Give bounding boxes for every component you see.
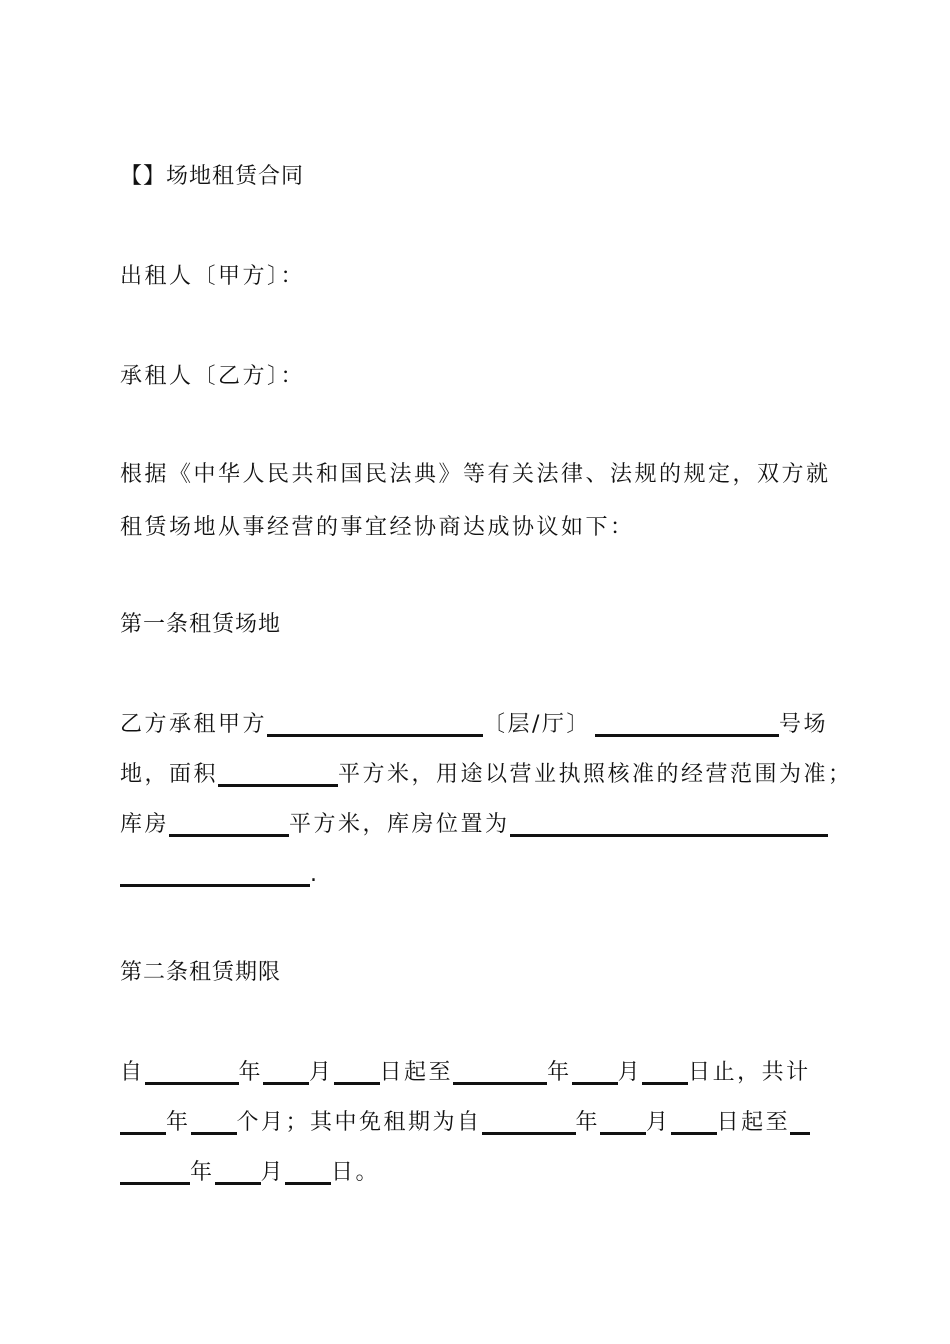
article-2-line-1: [120, 1048, 832, 1098]
article-2-text: 日起至: [716, 1110, 791, 1135]
article-2-text: 月: [646, 1110, 671, 1135]
article-2-heading: 第二条租赁期限: [120, 960, 282, 985]
blank-field: [120, 1152, 190, 1185]
article-1-text: 地，面积: [120, 762, 219, 787]
blank-field: [267, 704, 483, 737]
blank-field: [285, 1152, 331, 1185]
article-1-heading: 第一条租赁场地: [120, 612, 282, 637]
article-2-text: 自: [120, 1060, 145, 1085]
article-1-text: 平方米，库房位置为: [289, 812, 510, 837]
article-2-text: 日。: [331, 1160, 381, 1185]
intro-paragraph-line-2: 租赁场地从事经营的事宜经协商达成协议如下：: [120, 515, 635, 540]
article-2-text: 个月；其中免租期为自: [236, 1110, 482, 1135]
article-2-text: 年: [547, 1060, 572, 1085]
lessor-label: 出租人〔甲方〕：: [120, 264, 306, 289]
blank-field: [510, 804, 828, 837]
blank-field: [595, 704, 779, 737]
blank-field: [145, 1052, 239, 1085]
article-2-text: 年: [575, 1110, 601, 1135]
blank-field: [642, 1052, 688, 1085]
article-1-text: 号场: [778, 712, 828, 737]
article-1-line-3: [120, 800, 832, 850]
article-2-text: 年: [190, 1160, 215, 1185]
lessee-label: 承租人〔乙方〕：: [120, 364, 306, 389]
article-2-text: 年: [166, 1110, 191, 1135]
article-2-text: 日止，共计: [688, 1060, 811, 1085]
article-2-text: 日起至: [379, 1060, 454, 1085]
article-1-text: 平方米，用途以营业执照核准的经营范围为准；: [338, 762, 853, 787]
blank-field: [215, 1152, 261, 1185]
blank-field: [263, 1052, 309, 1085]
article-1-line-2: [120, 750, 853, 800]
article-2-text: 年: [238, 1060, 264, 1085]
article-1-text: 〔层/厅〕: [483, 712, 591, 737]
blank-field: [453, 1052, 547, 1085]
blank-field: [120, 854, 310, 887]
article-1-text: .: [310, 862, 320, 887]
blank-field: [120, 1102, 166, 1135]
article-1-line-1: [120, 700, 832, 750]
article-2-text: 月: [309, 1060, 334, 1085]
blank-field: [218, 754, 338, 787]
article-2-text: 月: [617, 1060, 643, 1085]
blank-field: [671, 1102, 717, 1135]
blank-field: [334, 1052, 380, 1085]
blank-field: [191, 1102, 237, 1135]
blank-field: [482, 1102, 576, 1135]
blank-field: [790, 1102, 810, 1135]
article-2-line-3: [120, 1148, 832, 1198]
intro-paragraph-line-1: 根据《中华人民共和国民法典》等有关法律、法规的规定，双方就: [120, 462, 831, 487]
article-1-text: 乙方承租甲方: [120, 712, 268, 737]
blank-field: [572, 1052, 618, 1085]
article-1-text: 库房: [120, 812, 170, 837]
article-1-line-4: [120, 850, 832, 900]
blank-field: [600, 1102, 646, 1135]
blank-field: [169, 804, 289, 837]
article-2-text: 月: [260, 1160, 286, 1185]
article-2-line-2: [120, 1098, 832, 1148]
document-title: 【】场地租赁合同: [120, 164, 305, 189]
